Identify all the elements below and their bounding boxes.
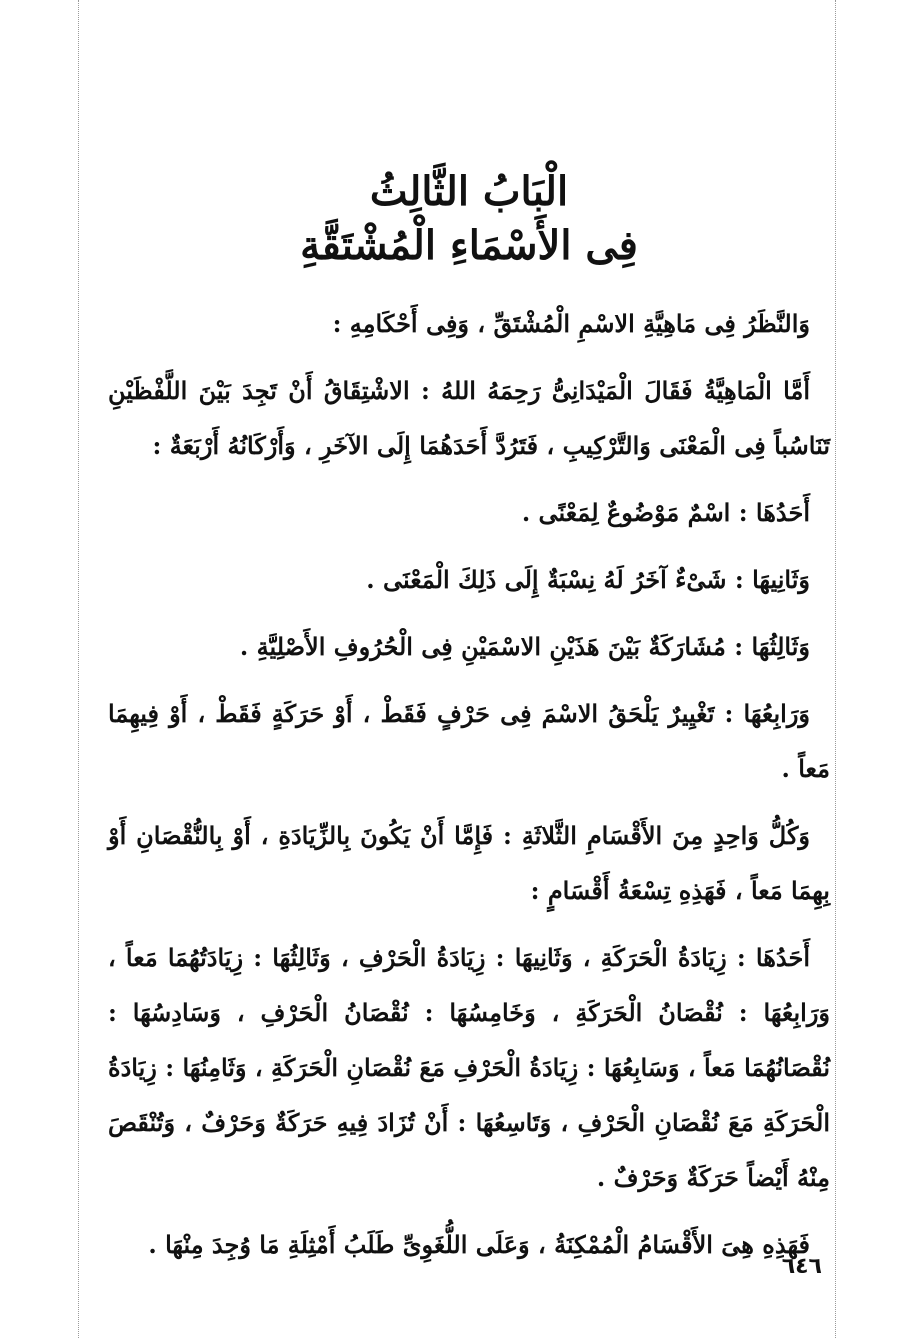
paragraph-pillar-1: أَحَدُهَا : اسْمٌ مَوْضُوعٌ لِمَعْنًى .	[521, 498, 810, 527]
paragraph-divisions: وَكُلُّ وَاحِدٍ مِنَ الأَقْسَامِ الثَّلاثَةِ : فَإِمَّا أَنْ يَكُونَ بِالزِّيَادَةِ ، أَوْ بِالنُّقْصَانِ أَوْ بِهِمَا مَعاً ، فَهَذِهِ تِسْعَةُ أَقْسَامٍ :	[108, 821, 830, 905]
paragraph-nine-types: أَحَدُهَا : زِيَادَةُ الْحَرَكَةِ ، وَثَانِيهَا : زِيَادَةُ الْحَرْفِ ، وَثَالِثُهَا : زِيَادَتُهُمَا مَعاً ، وَرَابِعُهَا : نُقْصَانُ الْحَرَكَةِ ، وَخَامِسُهَا : نُقْصَانُ الْحَرْفِ ، وَسَادِسُهَا : نُقْصَانُهُمَا مَعاً ، وَسَابِعُهَا : زِيَادَةُ الْحَرْفِ مَعَ نُقْصَانِ الْحَرَكَةِ ، وَثَامِنُهَا : زِيَادَةُ الْحَرَكَةِ مَعَ نُقْصَانِ الْحَرْفِ ، وَتَاسِعُهَا : أَنْ تُزَادَ فِيهِ حَرَكَةٌ وَحَرْفٌ ، وَتُنْقَصَ مِنْهُ أَيْضاً حَرَكَةٌ وَحَرْفٌ .	[108, 943, 831, 1192]
paragraph-pillar-2: وَثَانِيهَا : شَىْءٌ آخَرُ لَهُ نِسْبَةٌ إِلَى ذَلِكَ الْمَعْنَى .	[366, 565, 810, 594]
paragraph-pillar-3: وَثَالِثُهَا : مُشَارَكَةٌ بَيْنَ هَذَيْنِ الاسْمَيْنِ فِى الْحُرُوفِ الأَصْلِيَّةِ .	[239, 632, 810, 661]
page-number: ٦٤٦	[781, 1254, 822, 1279]
paragraph-definition: أَمَّا الْمَاهِيَّةُ فَقَالَ الْمَيْدَانِىُّ رَحِمَهُ اللهُ : الاشْتِقَاقُ أَنْ تَجِدَ بَيْنَ اللَّفْظَيْنِ تَنَاسُباً فِى الْمَعْنَى وَالتَّرْكِيبِ ، فَتَرُدَّ أَحَدَهُمَا إِلَى الآخَرِ ، وَأَرْكَانُهُ أَرْبَعَةٌ :	[108, 376, 830, 460]
page-edge-left	[78, 0, 79, 1338]
paragraph-pillar-4: وَرَابِعُهَا : تَغْيِيرٌ يَلْحَقُ الاسْمَ فِى حَرْفٍ فَقَطْ ، أَوْ حَرَكَةٍ فَقَطْ ، أَوْ فِيهِمَا مَعاً .	[108, 699, 830, 783]
paragraph-intro: وَالنَّظَرُ فِى مَاهِيَّةِ الاسْمِ الْمُشْتَقِّ ، وَفِى أَحْكَامِهِ :	[332, 309, 810, 338]
page-edge-right	[835, 0, 836, 1338]
paragraph-conclusion: فَهَذِهِ هِىَ الأَقْسَامُ الْمُمْكِنَةُ ، وَعَلَى اللُّغَوِىِّ طَلَبُ أَمْثِلَةِ مَا وُجِدَ مِنْهَا .	[148, 1230, 810, 1259]
chapter-subtitle: فِى الأَسْمَاءِ الْمُشْتَقَّةِ	[300, 222, 638, 269]
chapter-title: الْبَابُ الثَّالِثُ	[369, 168, 569, 215]
page-body	[108, 168, 830, 1284]
